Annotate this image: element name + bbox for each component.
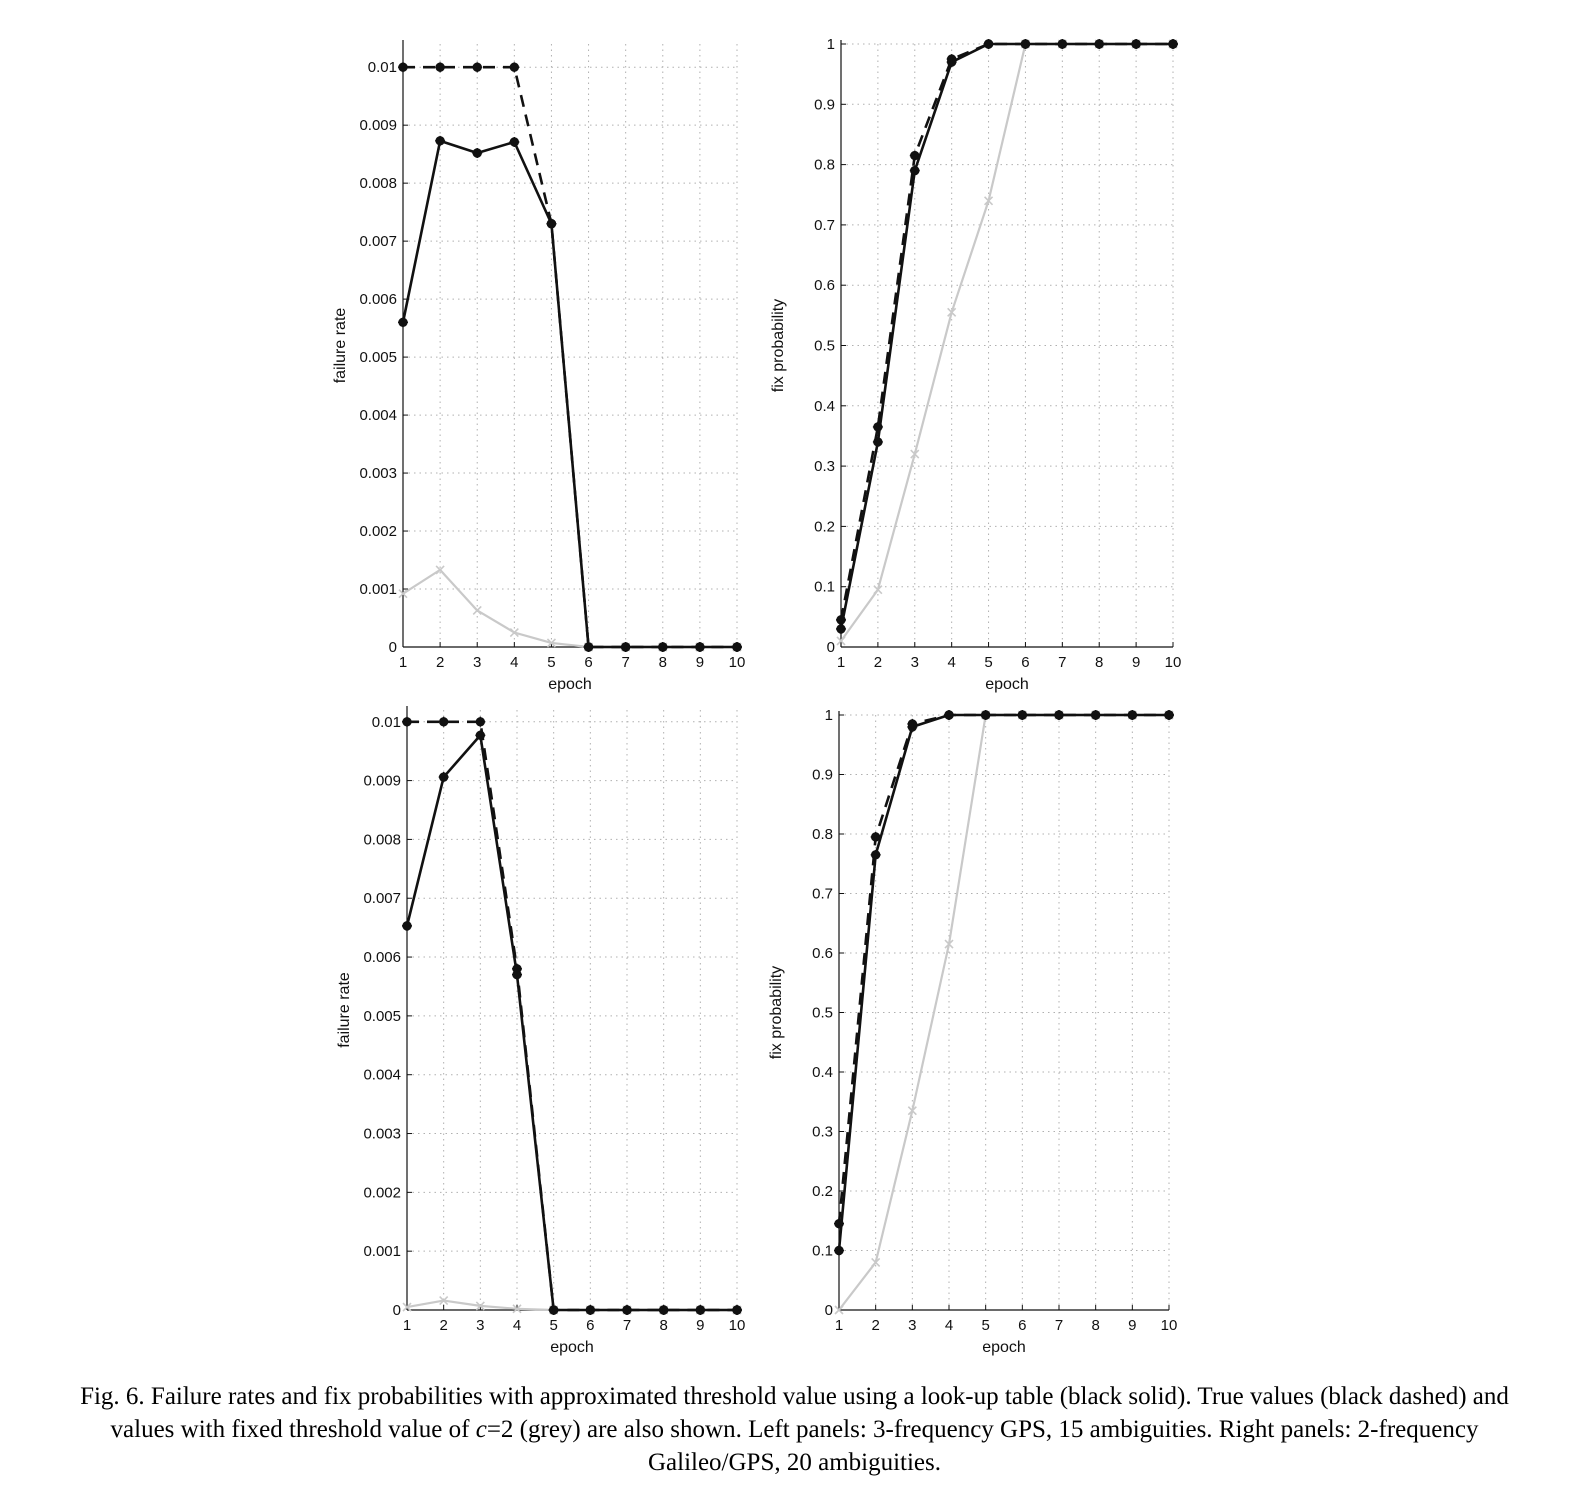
x-tick-label: 8 bbox=[1095, 654, 1104, 671]
y-tick-label: 0.4 bbox=[812, 1064, 833, 1081]
y-tick-label: 0.6 bbox=[812, 945, 833, 962]
x-tick-label: 6 bbox=[586, 1317, 595, 1334]
y-axis-label: fix probability bbox=[768, 965, 785, 1060]
y-tick-label: 0 bbox=[392, 1302, 401, 1319]
y-tick-label: 0.1 bbox=[814, 578, 835, 596]
y-tick-label: 0.7 bbox=[812, 885, 833, 903]
y-tick-label: 0.007 bbox=[359, 233, 397, 251]
x-tick-label: 10 bbox=[728, 654, 746, 671]
y-tick-label: 0.8 bbox=[812, 826, 833, 843]
y-tick-label: 0.005 bbox=[359, 349, 397, 367]
x-axis-label: epoch bbox=[548, 676, 592, 693]
y-tick-label: 0.01 bbox=[371, 713, 401, 731]
x-tick-label: 9 bbox=[1131, 654, 1141, 671]
x-tick-label: 5 bbox=[984, 654, 993, 671]
y-tick-label: 0.9 bbox=[814, 96, 835, 114]
y-axis-label: failure rate bbox=[332, 307, 349, 384]
y-tick-label: 0 bbox=[388, 639, 397, 656]
x-axis-label: epoch bbox=[985, 676, 1029, 693]
data-point-cross bbox=[834, 1246, 844, 1256]
y-tick-label: 0.001 bbox=[359, 581, 397, 599]
y-tick-label: 0 bbox=[824, 1302, 833, 1319]
data-point-cross bbox=[944, 710, 954, 720]
x-tick-label: 1 bbox=[398, 654, 408, 671]
y-tick-label: 0.003 bbox=[359, 465, 397, 483]
figure-caption bbox=[60, 1380, 1529, 1479]
x-tick-label: 2 bbox=[439, 1317, 448, 1334]
x-tick-label: 6 bbox=[1021, 654, 1030, 671]
y-tick-label: 0.006 bbox=[359, 291, 397, 309]
x-tick-label: 1 bbox=[402, 1317, 412, 1334]
y-tick-label: 0.2 bbox=[814, 518, 835, 536]
x-tick-label: 3 bbox=[908, 1317, 917, 1334]
x-tick-label: 5 bbox=[981, 1317, 990, 1334]
caption-text-2: =2 (grey) are also shown. Left panels: 3-frequency GPS, 15 ambiguities. Right panels: 2-frequency Galileo/GPS, 20 ambiguities. bbox=[486, 1416, 1479, 1476]
y-tick-label: 0.5 bbox=[812, 1004, 833, 1022]
y-tick-label: 0.3 bbox=[814, 458, 835, 476]
y-tick-label: 0.7 bbox=[814, 216, 835, 234]
y-tick-label: 0.9 bbox=[812, 766, 833, 784]
x-tick-label: 7 bbox=[1058, 654, 1067, 671]
x-tick-label: 1 bbox=[834, 1317, 844, 1334]
y-tick-label: 0.002 bbox=[363, 1184, 401, 1202]
y-tick-label: 1 bbox=[824, 707, 833, 724]
x-tick-label: 5 bbox=[549, 1317, 558, 1334]
caption-italic: c bbox=[475, 1416, 487, 1443]
x-tick-label: 4 bbox=[944, 1317, 954, 1334]
x-tick-label: 9 bbox=[696, 1317, 705, 1334]
y-tick-label: 0.8 bbox=[814, 156, 835, 174]
y-tick-label: 0.005 bbox=[363, 1007, 401, 1025]
x-tick-label: 8 bbox=[659, 1317, 668, 1334]
y-tick-label: 0.003 bbox=[363, 1125, 401, 1143]
x-tick-label: 8 bbox=[658, 654, 667, 671]
x-tick-label: 2 bbox=[873, 654, 883, 671]
x-axis-label: epoch bbox=[550, 1339, 594, 1356]
series-line-dashed bbox=[839, 715, 1169, 1224]
y-axis-label: failure rate bbox=[336, 972, 353, 1048]
y-tick-label: 0.1 bbox=[812, 1242, 833, 1260]
y-tick-label: 0.004 bbox=[359, 407, 397, 425]
x-tick-label: 4 bbox=[510, 654, 519, 671]
y-tick-label: 0.008 bbox=[359, 175, 397, 193]
y-axis-label: fix probability bbox=[770, 298, 787, 393]
x-tick-label: 7 bbox=[622, 1317, 632, 1334]
x-tick-label: 7 bbox=[621, 654, 630, 671]
series-line-solid bbox=[839, 715, 1169, 1251]
x-tick-label: 4 bbox=[947, 654, 956, 671]
x-tick-label: 6 bbox=[1018, 1317, 1027, 1334]
y-tick-label: 0.007 bbox=[363, 890, 401, 908]
y-tick-label: 0.001 bbox=[363, 1243, 401, 1261]
y-tick-label: 0.01 bbox=[367, 59, 397, 77]
y-tick-label: 0.3 bbox=[812, 1123, 833, 1141]
x-tick-label: 8 bbox=[1091, 1317, 1100, 1334]
x-tick-label: 1 bbox=[836, 654, 846, 671]
x-tick-label: 10 bbox=[728, 1317, 746, 1334]
caption-text-1: Fig. 6. Failure rates and fix probabilities with approximated threshold value using a look-up table (black solid). True values (black dashed) and values with fixed threshold value of bbox=[80, 1383, 1509, 1443]
x-tick-label: 3 bbox=[476, 1317, 485, 1334]
x-tick-label: 5 bbox=[547, 654, 556, 671]
x-axis-label: epoch bbox=[982, 1339, 1026, 1356]
y-tick-label: 0.009 bbox=[363, 772, 401, 790]
x-tick-label: 2 bbox=[871, 1317, 880, 1334]
x-tick-label: 9 bbox=[695, 654, 705, 671]
x-tick-label: 6 bbox=[584, 654, 593, 671]
y-tick-label: 0.006 bbox=[363, 949, 401, 967]
x-tick-label: 10 bbox=[1164, 654, 1182, 671]
data-point-cross bbox=[871, 850, 881, 860]
x-tick-label: 3 bbox=[910, 654, 919, 671]
x-tick-label: 4 bbox=[512, 1317, 522, 1334]
x-tick-label: 9 bbox=[1128, 1317, 1137, 1334]
x-tick-label: 10 bbox=[1160, 1317, 1178, 1334]
y-tick-label: 0.008 bbox=[363, 831, 401, 849]
x-tick-label: 3 bbox=[473, 654, 482, 671]
y-tick-label: 1 bbox=[826, 36, 835, 53]
y-tick-label: 0.6 bbox=[814, 277, 835, 295]
x-tick-label: 7 bbox=[1054, 1317, 1064, 1334]
y-tick-label: 0.5 bbox=[814, 337, 835, 355]
y-tick-label: 0.4 bbox=[814, 397, 835, 415]
y-tick-label: 0.004 bbox=[363, 1066, 401, 1084]
y-tick-label: 0.002 bbox=[359, 523, 397, 541]
y-tick-label: 0.2 bbox=[812, 1183, 833, 1200]
y-tick-label: 0 bbox=[826, 639, 835, 656]
x-tick-label: 2 bbox=[435, 654, 445, 671]
y-tick-label: 0.009 bbox=[359, 117, 397, 135]
